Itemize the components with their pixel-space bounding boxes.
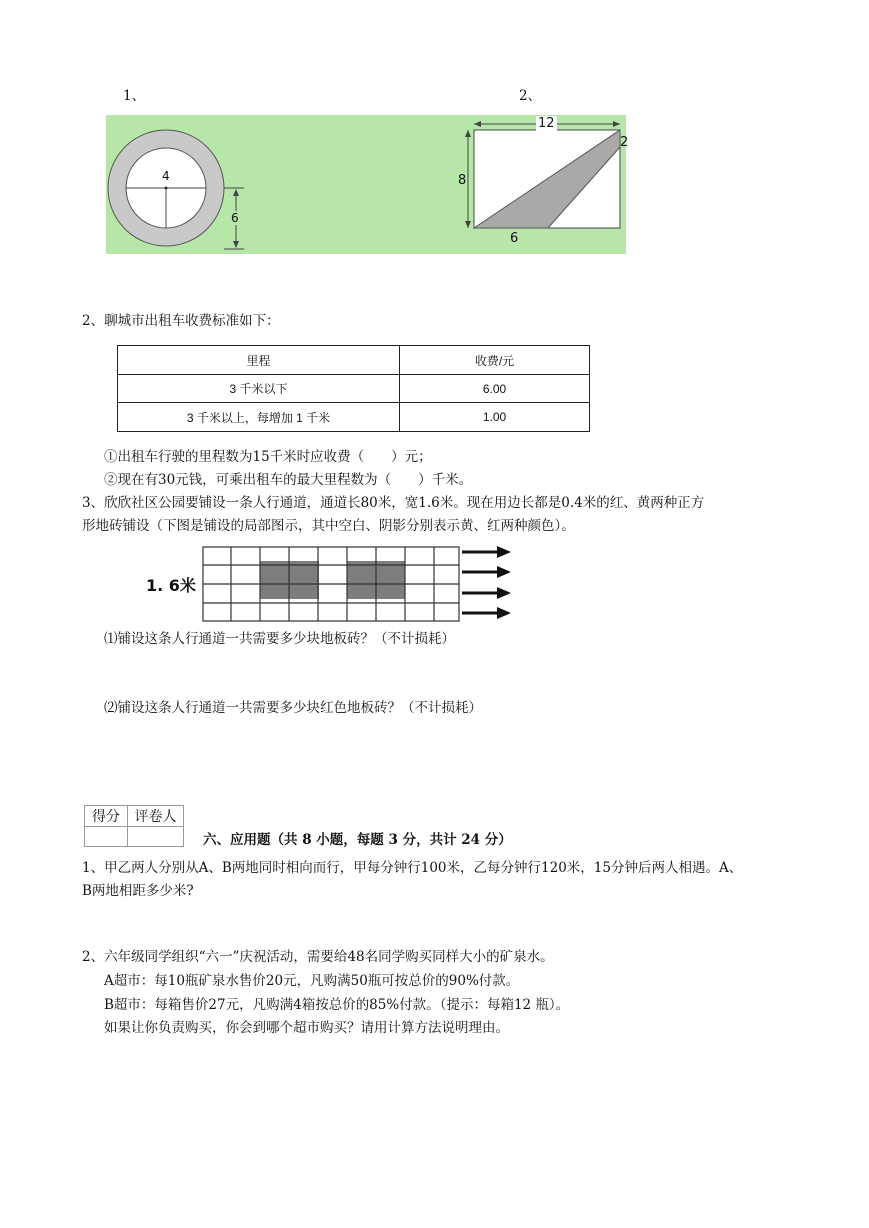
grader-label: 评卷人: [128, 806, 184, 827]
tiles-question-line-1: 3、欣欣社区公园要铺设一条人行通道，通道长80米，宽1.6米。现在用边长都是0.4米的红、黄两种正方: [82, 495, 705, 511]
fare-cell-distance: 3 千米以下: [118, 375, 400, 403]
fare-cell-distance: 3 千米以上，每增加 1 千米: [118, 403, 400, 432]
figure-1-label: 1、: [123, 88, 146, 104]
fare-header-distance: 里程: [118, 346, 400, 375]
score-label: 得分: [85, 806, 128, 827]
grader-cell[interactable]: [128, 827, 184, 847]
rect-right-label: 2: [620, 135, 629, 150]
taxi-question: 2、聊城市出租车收费标准如下：: [82, 313, 280, 329]
section-6-q2-line-4: 如果让你负责购买，你会到哪个超市购买？请用计算方法说明理由。: [104, 1020, 509, 1036]
tiles-question-line-2: 形地砖铺设（下图是铺设的局部图示，其中空白、阴影分别表示黄、红两种颜色）。: [82, 518, 575, 534]
fare-table-header: [118, 346, 590, 375]
annulus-figure: [106, 115, 266, 254]
score-cell[interactable]: [85, 827, 128, 847]
taxi-subquestion-2: ②现在有30元钱，可乘出租车的最大里程数为（ ）千米。: [104, 472, 473, 488]
table-row: [118, 403, 590, 432]
rect-bottom-label: 6: [510, 231, 519, 246]
score-box: [84, 805, 184, 847]
fare-cell-fee: 6.00: [400, 375, 590, 403]
path-width-label: 1. 6米: [146, 576, 196, 595]
rect-left-label: 8: [458, 173, 467, 188]
rectangle-figure: [456, 115, 629, 254]
section-6-title: 六、应用题（共 8 小题，每题 3 分，共计 24 分）: [203, 832, 512, 848]
section-6-q2-line-1: 2、六年级同学组织“六一”庆祝活动，需要给48名同学购买同样大小的矿泉水。: [82, 949, 554, 965]
figures-panel: [106, 115, 629, 254]
tiles-subquestion-2: ⑵铺设这条人行通道一共需要多少块红色地板砖？（不计损耗）: [104, 700, 482, 716]
figure-2-label: 2、: [519, 88, 542, 104]
section-6-q1-line-1: 1、甲乙两人分别从A、B两地同时相向而行，甲每分钟行100米，乙每分钟行120米，15分钟后两人相遇。A、: [82, 860, 743, 876]
tiles-subquestion-1: ⑴铺设这条人行通道一共需要多少块地板砖？（不计损耗）: [104, 631, 455, 647]
tile-grid-figure: [200, 545, 520, 625]
annulus-height-label: 6: [231, 211, 239, 225]
annulus-inner-label: 4: [162, 169, 170, 183]
section-6-q2-line-2: A超市：每10瓶矿泉水售价20元，凡购满50瓶可按总价的90%付款。: [104, 973, 520, 989]
section-6-q1-line-2: B两地相距多少米?: [82, 883, 194, 899]
section-6-q2-line-3: B超市：每箱售价27元，凡购满4箱按总价的85%付款。（提示：每箱12 瓶）。: [104, 997, 570, 1013]
fare-cell-fee: 1.00: [400, 403, 590, 432]
rect-top-label: 12: [538, 116, 555, 131]
taxi-subquestion-1: ①出租车行驶的里程数为15千米时应收费（ ）元；: [104, 449, 432, 465]
table-row: [118, 375, 590, 403]
fare-header-fee: 收费/元: [400, 346, 590, 375]
fare-table: [117, 345, 590, 432]
